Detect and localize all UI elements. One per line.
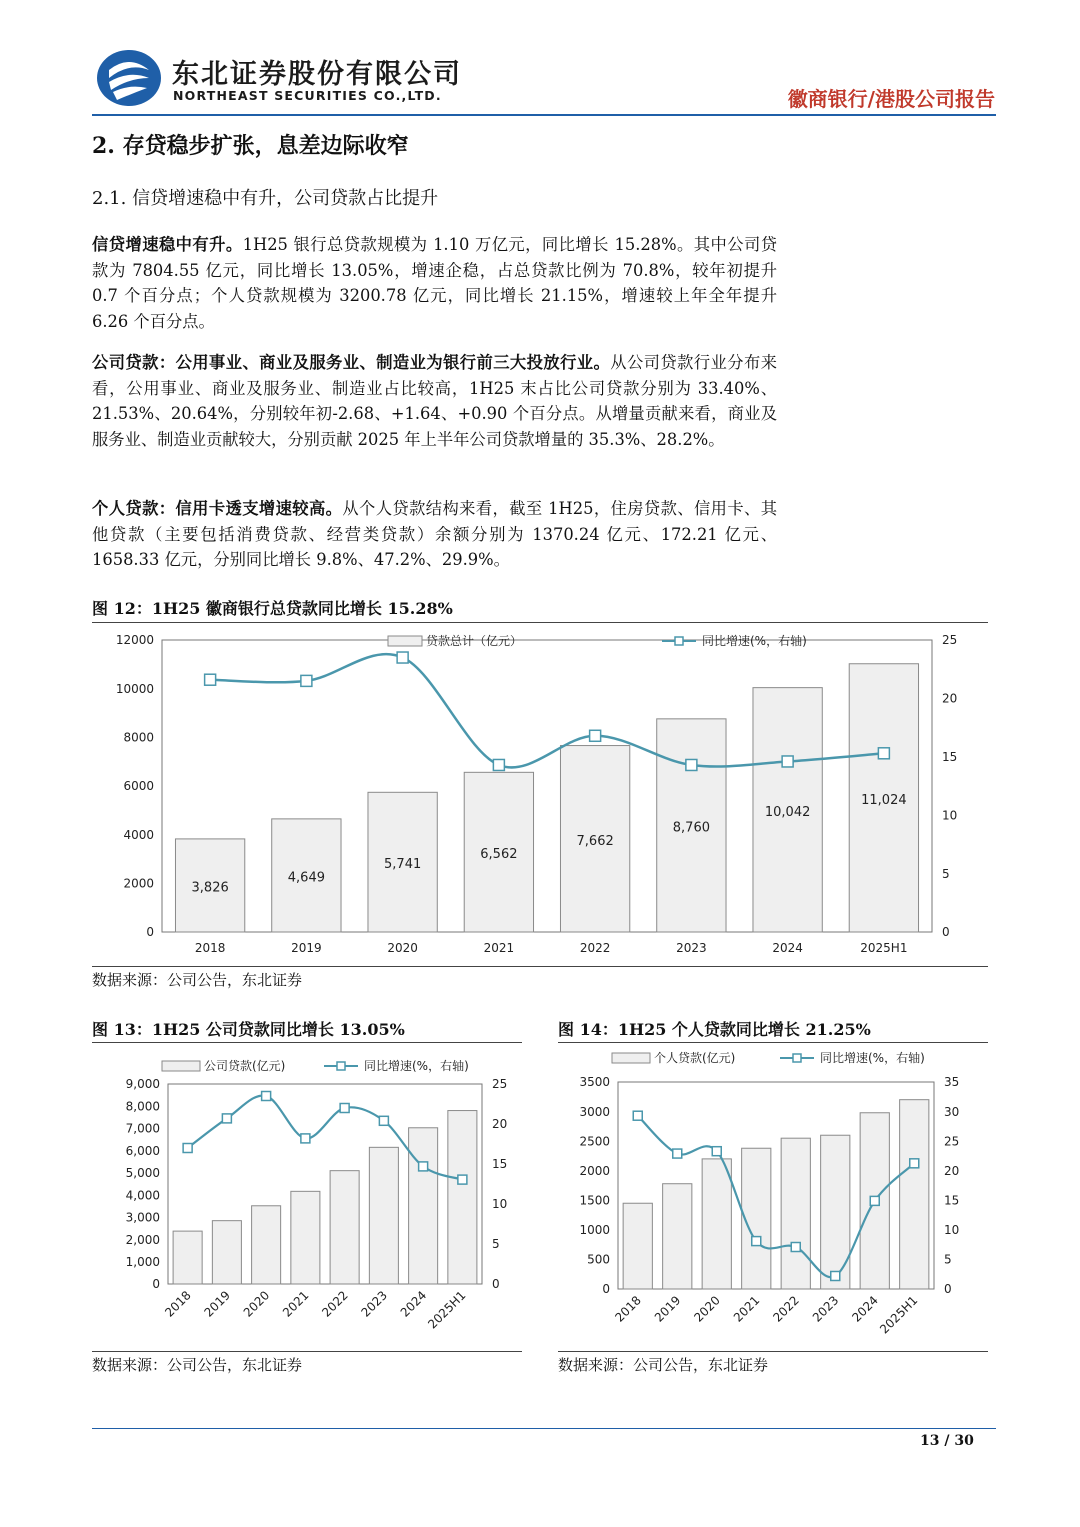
bar — [212, 1221, 241, 1284]
growth-marker — [458, 1175, 467, 1184]
paragraph-1-text: 1H25 银行总贷款规模为 1.10 万亿元，同比增长 15.28%。其中公司贷款为 7804.55 亿元，同比增长 13.05%，增速企稳，占总贷款比例为 70.8%，较年初提升 0.7 个百分点；个人贷款规模为 3200.78 亿元，同比增长 21.15%，增速较上年全年提升 6.26 个百分点。 — [92, 235, 777, 331]
fig12-source: 数据来源：公司公告，东北证券 — [92, 971, 303, 989]
bar-data-label: 5,741 — [384, 857, 422, 873]
y-right-tick-label: 20 — [942, 691, 958, 706]
fig14-chart — [558, 1044, 988, 1350]
bar — [330, 1171, 359, 1284]
fig13-bottom-rule — [92, 1351, 522, 1352]
y-left-tick-label: 0 — [146, 925, 154, 940]
y-right-tick-label: 25 — [492, 1077, 508, 1092]
x-tick-label: 2020 — [240, 1288, 273, 1320]
y-left-tick-label: 4000 — [123, 827, 154, 842]
paragraph-1-lead: 信贷增速稳中有升。 — [92, 235, 243, 254]
legend-marker-icon — [675, 637, 683, 645]
fig14-top-rule — [558, 1042, 988, 1043]
growth-marker — [301, 1134, 310, 1143]
bar — [900, 1100, 929, 1289]
growth-marker — [397, 652, 408, 663]
bar — [448, 1111, 477, 1284]
fig12-bottom-rule — [92, 966, 988, 967]
x-tick-label: 2019 — [291, 941, 322, 955]
x-tick-label: 2023 — [809, 1293, 842, 1325]
legend-label-line: 同比增速(%，右轴) — [702, 634, 807, 648]
legend-label-line: 同比增速(%，右轴) — [820, 1051, 925, 1065]
growth-marker — [222, 1114, 231, 1123]
y-right-tick-label: 0 — [492, 1277, 500, 1292]
fig14-bottom-rule — [558, 1351, 988, 1352]
y-left-tick-label: 6,000 — [125, 1143, 160, 1158]
x-tick-label: 2023 — [676, 941, 707, 955]
y-left-tick-label: 3000 — [579, 1104, 610, 1119]
bar — [623, 1203, 652, 1289]
growth-marker — [910, 1159, 919, 1168]
y-left-tick-label: 3,000 — [125, 1210, 160, 1225]
legend-label-bar: 贷款总计（亿元） — [426, 634, 523, 648]
bar — [781, 1138, 810, 1289]
y-right-tick-label: 5 — [492, 1237, 500, 1252]
x-tick-label: 2021 — [483, 941, 515, 955]
legend-label-line: 同比增速(%，右轴) — [364, 1059, 469, 1073]
y-right-tick-label: 0 — [944, 1282, 952, 1297]
growth-marker — [752, 1237, 761, 1246]
y-right-tick-label: 10 — [942, 808, 958, 823]
x-tick-label: 2019 — [201, 1288, 233, 1320]
paragraph-3-text: 从个人贷款结构来看，截至 1H25，住房贷款、信用卡、其他贷款（主要包括消费贷款、经营类贷款）余额分别为 1370.24 亿元、172.21 亿元、1658.33 亿元，分别同比增长 9.8%、47.2%、29.9%。 — [92, 499, 777, 570]
y-right-tick-label: 10 — [944, 1223, 960, 1238]
legend-label-bar: 公司贷款(亿元) — [204, 1059, 286, 1073]
bar — [409, 1128, 438, 1284]
fig13-top-rule — [92, 1042, 522, 1043]
x-tick-label: 2022 — [770, 1293, 802, 1325]
company-logo — [95, 48, 163, 108]
subsection-title: 2.1. 信贷增速稳中有升，公司贷款占比提升 — [92, 188, 439, 209]
bar — [173, 1231, 202, 1284]
paragraph-2-lead: 公司贷款：公用事业、商业及服务业、制造业为银行前三大投放行业。 — [92, 353, 611, 372]
y-right-tick-label: 15 — [942, 750, 958, 764]
growth-marker — [633, 1111, 642, 1120]
y-right-tick-label: 15 — [492, 1157, 508, 1172]
y-right-tick-label: 5 — [944, 1252, 952, 1267]
y-left-tick-label: 9,000 — [125, 1077, 160, 1092]
fig13-chart — [92, 1044, 522, 1350]
fig12-top-rule — [92, 622, 988, 623]
legend-swatch-bar — [162, 1061, 200, 1071]
x-tick-label: 2022 — [579, 941, 611, 955]
bar — [369, 1147, 398, 1284]
footer-rule — [92, 1428, 996, 1429]
growth-marker — [493, 759, 504, 770]
y-left-tick-label: 2000 — [123, 876, 154, 891]
y-left-tick-label: 2000 — [579, 1163, 610, 1178]
bar — [702, 1159, 731, 1289]
bar-data-label: 3,826 — [191, 880, 229, 896]
x-tick-label: 2024 — [397, 1288, 430, 1320]
fig14-source: 数据来源：公司公告，东北证券 — [558, 1356, 769, 1374]
y-right-tick-label: 20 — [492, 1117, 508, 1132]
fig13-source: 数据来源：公司公告，东北证券 — [92, 1356, 303, 1374]
fig14-title: 图 14：1H25 个人贷款同比增长 21.25% — [558, 1020, 871, 1039]
y-right-tick-label: 20 — [944, 1163, 960, 1178]
x-tick-label: 2025H1 — [877, 1293, 921, 1337]
y-left-tick-label: 2500 — [579, 1134, 610, 1149]
x-tick-label: 2022 — [319, 1288, 351, 1320]
growth-marker — [205, 674, 216, 685]
legend-swatch-bar — [388, 636, 422, 646]
bar — [821, 1135, 850, 1289]
x-tick-label: 2025H1 — [425, 1288, 469, 1332]
header-rule — [92, 114, 996, 116]
x-tick-label: 2018 — [612, 1293, 644, 1325]
y-left-tick-label: 10000 — [115, 681, 154, 696]
x-tick-label: 2025H1 — [860, 941, 908, 955]
growth-marker — [831, 1271, 840, 1280]
x-tick-label: 2018 — [162, 1288, 194, 1320]
paragraph-3 — [92, 496, 777, 573]
company-name-en: NORTHEAST SECURITIES CO.,LTD. — [173, 88, 442, 103]
y-left-tick-label: 500 — [587, 1252, 610, 1267]
paragraph-3-lead: 个人贷款：信用卡透支增速较高。 — [92, 499, 343, 518]
x-tick-label: 2019 — [651, 1293, 684, 1325]
y-right-tick-label: 5 — [942, 866, 950, 881]
bar — [663, 1184, 692, 1289]
y-right-tick-label: 25 — [942, 633, 958, 648]
y-left-tick-label: 5,000 — [125, 1166, 160, 1181]
x-tick-label: 2020 — [691, 1293, 723, 1325]
paragraph-1 — [92, 232, 777, 334]
growth-marker — [878, 748, 889, 759]
bar-data-label: 10,042 — [764, 804, 811, 820]
y-left-tick-label: 1000 — [579, 1223, 610, 1238]
legend-swatch-bar — [612, 1053, 650, 1063]
growth-marker — [673, 1149, 682, 1158]
x-tick-label: 2024 — [849, 1293, 881, 1325]
y-left-tick-label: 3500 — [579, 1075, 610, 1090]
bar-data-label: 6,562 — [480, 847, 518, 863]
bar-data-label: 11,024 — [861, 792, 907, 808]
paragraph-2 — [92, 350, 777, 452]
growth-marker — [590, 730, 601, 741]
growth-marker — [782, 756, 793, 767]
y-left-tick-label: 0 — [152, 1277, 160, 1292]
growth-marker — [340, 1104, 349, 1113]
paragraph-2-text: 从公司贷款行业分布来看，公用事业、商业及服务业、制造业占比较高，1H25 末占比公司贷款分别为 33.40%、21.53%、20.64%，分别较年初-2.68、+1.64、+0.90 个百分点。从增量贡献来看，商业及服务业、制造业贡献较大，分别贡献 2025 年上半年公司贷款增量的 35.3%、28.2%。 — [92, 353, 777, 449]
legend-label-bar: 个人贷款(亿元) — [654, 1051, 736, 1065]
y-left-tick-label: 1500 — [579, 1193, 610, 1208]
y-left-tick-label: 0 — [602, 1282, 610, 1297]
x-tick-label: 2020 — [387, 941, 418, 955]
y-right-tick-label: 35 — [944, 1075, 960, 1090]
growth-marker — [419, 1162, 428, 1171]
logo-icon — [95, 48, 163, 108]
y-left-tick-label: 4,000 — [125, 1188, 160, 1203]
y-right-tick-label: 10 — [492, 1197, 508, 1212]
company-name-cn: 东北证券股份有限公司 — [172, 59, 462, 90]
report-label: 徽商银行/港股公司报告 — [787, 87, 995, 111]
bar-data-label: 7,662 — [576, 833, 614, 849]
x-tick-label: 2021 — [730, 1293, 763, 1325]
x-tick-label: 2024 — [772, 941, 803, 955]
y-right-tick-label: 25 — [944, 1134, 960, 1149]
y-left-tick-label: 2,000 — [125, 1232, 160, 1247]
fig12-chart — [92, 624, 988, 964]
x-tick-label: 2021 — [279, 1288, 312, 1320]
growth-marker — [183, 1144, 192, 1153]
y-left-tick-label: 8,000 — [125, 1099, 160, 1114]
fig13-title: 图 13：1H25 公司贷款同比增长 13.05% — [92, 1020, 405, 1039]
x-tick-label: 2023 — [358, 1288, 390, 1320]
bar — [252, 1206, 281, 1284]
growth-marker — [379, 1116, 388, 1125]
growth-marker — [262, 1092, 271, 1101]
fig12-title: 图 12：1H25 徽商银行总贷款同比增长 15.28% — [92, 599, 453, 618]
y-left-tick-label: 6000 — [123, 779, 154, 794]
bar — [291, 1191, 320, 1284]
growth-marker — [712, 1147, 721, 1156]
y-right-tick-label: 0 — [942, 925, 950, 940]
bar-data-label: 4,649 — [287, 870, 325, 886]
y-right-tick-label: 15 — [944, 1193, 960, 1208]
y-left-tick-label: 7,000 — [125, 1121, 160, 1136]
bar-data-label: 8,760 — [672, 820, 710, 836]
y-right-tick-label: 30 — [944, 1104, 960, 1119]
growth-marker — [870, 1196, 879, 1205]
y-left-tick-label: 12000 — [115, 633, 154, 648]
growth-marker — [301, 675, 312, 686]
y-left-tick-label: 1,000 — [125, 1254, 160, 1269]
growth-marker — [686, 759, 697, 770]
legend-marker-icon — [793, 1054, 801, 1062]
page-number: 13 / 30 — [920, 1433, 974, 1449]
legend-marker-icon — [337, 1062, 345, 1070]
growth-marker — [791, 1243, 800, 1252]
section-title: 2. 存贷稳步扩张，息差边际收窄 — [92, 133, 409, 159]
y-left-tick-label: 8000 — [123, 730, 154, 745]
x-tick-label: 2018 — [194, 941, 226, 955]
